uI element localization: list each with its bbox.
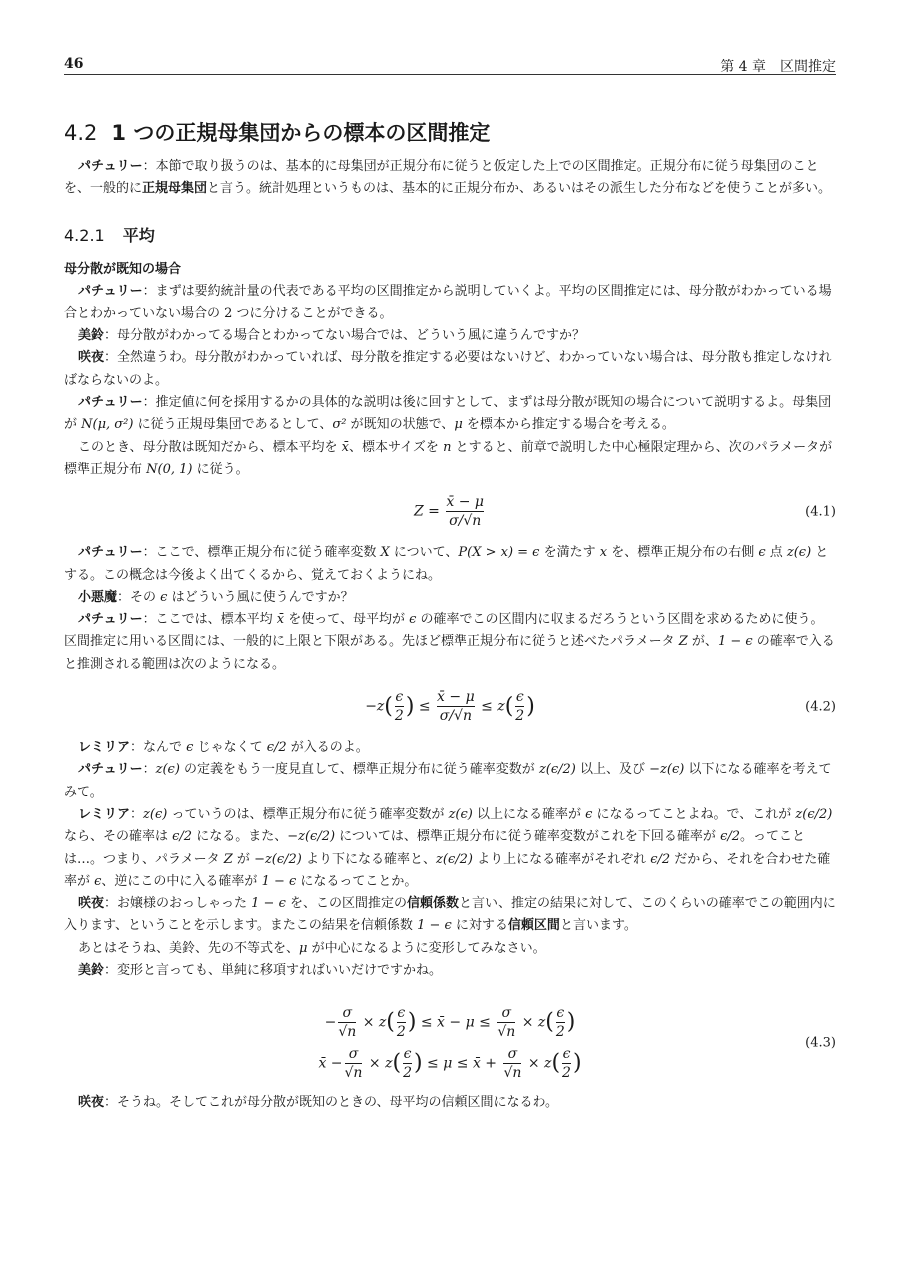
math: −z(ϵ) xyxy=(649,762,685,778)
text: ：その xyxy=(117,589,161,605)
text: に従う。 xyxy=(192,461,249,477)
text: より下になる確率と、 xyxy=(301,851,437,867)
eq-term: x̄ − xyxy=(318,1055,343,1072)
denominator: √n xyxy=(497,1024,516,1041)
speaker-name: パチュリー xyxy=(78,762,143,778)
text: はどういう風に使うんですか？ xyxy=(167,589,354,605)
eq-term: × z xyxy=(527,1055,552,1072)
numerator: x̄ − μ xyxy=(446,494,484,511)
eq-term: × z xyxy=(521,1014,546,1031)
speaker-name: 咲夜 xyxy=(78,350,105,366)
text: を使って、母平均が xyxy=(284,612,410,628)
left-paren: ( xyxy=(504,694,514,720)
subsection-title: 平均 xyxy=(122,225,155,245)
text: と言います。 xyxy=(559,918,637,934)
text: 以上、及び xyxy=(575,762,650,778)
speaker-name: パチュリー xyxy=(78,283,143,299)
fraction xyxy=(397,1004,406,1041)
denominator: σ/√n xyxy=(437,706,475,725)
math: ϵ xyxy=(186,740,194,756)
dialog-line xyxy=(64,325,836,347)
text: に対する xyxy=(451,918,508,934)
text: とする。この概念は今後よく出てくるから、覚えておくようにね。 xyxy=(64,545,829,583)
page-header xyxy=(64,56,836,75)
text: ：なんで xyxy=(130,740,187,756)
text: と言う。統計処理というものは、基本的に正規分布か、あるいはその派生した分布などを使うことが多い。 xyxy=(207,181,832,197)
left-paren: ( xyxy=(386,1009,395,1035)
term-normal-population: 正規母集団 xyxy=(142,181,208,197)
text: より上になる確率がそれぞれ xyxy=(472,851,651,867)
math: ϵ/2 xyxy=(266,740,287,756)
fraction xyxy=(556,1004,565,1041)
dialog-line xyxy=(64,893,836,938)
speaker-name: パチュリー xyxy=(78,545,143,561)
eq-term: − xyxy=(324,1014,337,1031)
text: 以下になる確率を考えてみて。 xyxy=(64,762,832,800)
text: ：ここで、標準正規分布に従う確率変数 xyxy=(142,545,381,561)
eq-lhs: Z = xyxy=(414,503,440,520)
math: z(ϵ/2) xyxy=(538,762,576,778)
eq-term: ≤ z xyxy=(481,698,505,715)
fraction xyxy=(345,1045,363,1082)
fraction xyxy=(503,1045,521,1082)
eq-term: ≤ μ ≤ x̄ + xyxy=(427,1055,498,1072)
math: 1 − ϵ xyxy=(251,896,286,912)
numerator: σ xyxy=(507,1046,518,1063)
speaker-name: レミリア xyxy=(78,740,131,756)
denominator: √n xyxy=(503,1065,522,1082)
text: 。ってことは…。つまり、パラメータ xyxy=(64,829,806,867)
math: Z xyxy=(678,634,688,650)
left-paren: ( xyxy=(551,1050,561,1076)
right-paren: ) xyxy=(407,1009,417,1035)
fraction xyxy=(338,1004,356,1041)
math: z(ϵ) xyxy=(786,545,812,561)
text: あとはそうね、美鈴、先の不等式を、 xyxy=(78,940,300,956)
math: z(ϵ) xyxy=(448,806,473,822)
math: ϵ/2 xyxy=(650,851,671,867)
section-heading xyxy=(64,118,836,148)
text: の確率で入ると推測される範囲は次のようになる。 xyxy=(64,634,835,672)
fraction xyxy=(562,1045,571,1082)
numerator: ϵ xyxy=(395,689,404,706)
dialog-line xyxy=(64,804,836,893)
text: ：母分散がわかってる場合とわかってない場合では、どういう風に違うんですか？ xyxy=(104,328,586,344)
text: じゃなくて xyxy=(193,740,267,756)
section-title: 1 つの正規母集団からの標本の区間推定 xyxy=(111,121,491,145)
equation-number: (4.3) xyxy=(805,1035,836,1051)
dialog-line xyxy=(64,737,836,759)
subsection-number: 4.2.1 xyxy=(64,225,105,245)
math: z(ϵ) xyxy=(143,806,168,822)
fraction xyxy=(403,1045,412,1082)
text: だから、それを合わせた確率が xyxy=(64,851,831,889)
dialog-line xyxy=(64,759,836,804)
equation-number: (4.1) xyxy=(805,504,836,520)
equation-row xyxy=(64,1004,836,1041)
right-paren: ) xyxy=(413,1050,423,1076)
numerator: ϵ xyxy=(556,1005,565,1022)
text: が xyxy=(232,851,255,867)
subsubsection-heading: 母分散が既知の場合 xyxy=(64,261,182,277)
equation-number: (4.2) xyxy=(805,699,836,715)
dialog-line xyxy=(64,281,836,326)
text: ： xyxy=(130,806,144,822)
text: ： xyxy=(142,762,156,778)
math: −z(ϵ/2) xyxy=(287,829,336,845)
dialog-line xyxy=(64,542,836,587)
right-paren: ) xyxy=(526,694,535,720)
numerator: ϵ xyxy=(403,1046,412,1063)
math: μ xyxy=(299,940,308,956)
math: z(ϵ/2) xyxy=(436,851,473,867)
text: の定義をもう一度見直して、標準正規分布に従う確率変数が xyxy=(179,762,539,778)
denominator: 2 xyxy=(403,1065,412,1082)
denominator: 2 xyxy=(562,1065,571,1082)
text: を満たす xyxy=(539,545,600,561)
numerator: σ xyxy=(348,1046,359,1063)
text: ：推定値に何を採用するかの具体的な説明は後に回すとして、まずは母分散が既知の場合について説明するよ。母集団が xyxy=(64,395,832,433)
text: を標本から推定する場合を考える。 xyxy=(462,417,675,433)
dialog-line xyxy=(64,609,836,676)
eq-term: × z xyxy=(368,1055,393,1072)
equation-4-1 xyxy=(64,493,836,530)
numerator: σ xyxy=(501,1005,512,1022)
math: σ² xyxy=(332,417,347,433)
denominator: √n xyxy=(338,1024,357,1041)
denominator: 2 xyxy=(555,1024,565,1041)
denominator: 2 xyxy=(394,708,404,725)
fraction xyxy=(437,688,475,725)
math: X xyxy=(380,545,390,561)
math: P(X > x) = ϵ xyxy=(458,545,540,561)
page-number: 46 xyxy=(64,56,84,72)
text: ：全然違うわ。母分散がわかっていれば、母分散を推定する必要はないけど、わかっていない場合は、母分散も推定しなければならないのよ。 xyxy=(64,350,832,388)
term-confidence-interval: 信頼区間 xyxy=(507,918,560,934)
text: ：お嬢様のおっしゃった xyxy=(104,896,252,912)
text: の確率でこの区間内に収まるだろうという区間を求めるために使う。区間推定に用いる区間には、一般的に上限と下限がある。先ほど標準正規分布に従うと述べたパラメータ xyxy=(64,612,824,650)
paragraph xyxy=(64,437,836,482)
speaker-name: 小悪魔 xyxy=(78,589,118,605)
math: ϵ xyxy=(409,612,417,628)
fraction xyxy=(446,493,484,530)
math: μ xyxy=(454,417,463,433)
math: z(ϵ/2) xyxy=(795,806,833,822)
math: Z xyxy=(223,851,233,867)
math: 1 − ϵ xyxy=(261,873,297,889)
text: について、 xyxy=(389,545,459,561)
text: ：ここでは、標本平均 xyxy=(142,612,277,628)
text: と言い、推定の結果に対して、このくらいの確率でこの範囲内に入ります、ということを示します。またこの結果を信頼係数 xyxy=(64,896,836,934)
right-paren: ) xyxy=(572,1050,582,1076)
section-number: 4.2 xyxy=(64,121,98,145)
math: z(ϵ) xyxy=(155,762,180,778)
text: が入るのよ。 xyxy=(286,740,369,756)
math: −z(ϵ/2) xyxy=(254,851,302,867)
math: x xyxy=(599,545,608,561)
math: ϵ xyxy=(585,806,593,822)
equation-4-3 xyxy=(64,1004,836,1082)
denominator: σ/√n xyxy=(446,511,484,530)
eq-term: −z xyxy=(365,698,385,715)
text: になるってことか。 xyxy=(296,873,418,889)
left-paren: ( xyxy=(392,1050,402,1076)
text: なら、その確率は xyxy=(64,829,173,845)
math: x̄ xyxy=(341,439,349,455)
denominator: 2 xyxy=(396,1024,406,1041)
math: n xyxy=(443,439,452,455)
text: を、標準正規分布の右側 xyxy=(607,545,759,561)
right-paren: ) xyxy=(566,1009,576,1035)
speaker-name: 美鈴 xyxy=(78,328,105,344)
text: 点 xyxy=(765,545,787,561)
math: ϵ/2 xyxy=(172,829,193,845)
math: N(0, 1) xyxy=(146,461,193,477)
dialog-line xyxy=(64,1092,836,1114)
eq-term: ≤ x̄ − μ ≤ xyxy=(420,1014,491,1031)
text: になるってことよね。で、これが xyxy=(592,806,796,822)
math: ϵ/2 xyxy=(720,829,740,845)
text: については、標準正規分布に従う確率変数がこれを下回る確率が xyxy=(335,829,721,845)
numerator: ϵ xyxy=(562,1046,571,1063)
subsection-heading xyxy=(64,223,836,249)
right-paren: ) xyxy=(405,694,415,720)
text: が既知の状態で、 xyxy=(346,417,455,433)
fraction xyxy=(515,688,524,725)
dialog-line xyxy=(64,392,836,437)
term-confidence-coefficient: 信頼係数 xyxy=(407,896,460,912)
le-sign: ≤ xyxy=(418,698,431,715)
denominator: √n xyxy=(344,1065,363,1082)
numerator: x̄ − μ xyxy=(437,689,475,706)
math: ϵ xyxy=(160,589,168,605)
dialog-line xyxy=(64,960,836,982)
speaker-name: パチュリー xyxy=(78,612,143,628)
intro-paragraph xyxy=(64,156,836,201)
text: とすると、前章で説明した中心極限定理から、次のパラメータが標準正規分布 xyxy=(64,439,833,477)
speaker-name: 咲夜 xyxy=(78,1095,105,1111)
text: 、標本サイズを xyxy=(348,439,444,455)
math: 1 − ϵ xyxy=(417,918,452,934)
speaker-name: パチュリー xyxy=(78,159,143,174)
left-paren: ( xyxy=(384,694,393,720)
text: ：まずは要約統計量の代表である平均の区間推定から説明していくよ。平均の区間推定には、母分散がわかっている場合とわかっていない場合の 2 つに分けることができる。 xyxy=(64,283,832,321)
math: N(μ, σ²) xyxy=(81,417,134,433)
text: に従う正規母集団であるとして、 xyxy=(133,417,333,433)
numerator: σ xyxy=(342,1005,353,1022)
text: が、 xyxy=(687,634,718,650)
text: 以上になる確率が xyxy=(472,806,586,822)
page-body xyxy=(64,118,836,1115)
text: このとき、母分散は既知だから、標本平均を xyxy=(78,439,342,455)
math: ϵ xyxy=(94,873,102,889)
math: x̄ xyxy=(276,612,285,628)
fraction xyxy=(395,688,404,725)
math: ϵ xyxy=(758,545,766,561)
numerator: ϵ xyxy=(515,689,524,706)
eq-term: × z xyxy=(362,1014,387,1031)
text: ：そうね。そしてこれが母分散が既知のときの、母平均の信頼区間になるわ。 xyxy=(104,1095,558,1111)
fraction xyxy=(497,1004,515,1041)
math: 1 − ϵ xyxy=(717,634,753,650)
text: 、逆にこの中に入る確率が xyxy=(101,873,262,889)
left-paren: ( xyxy=(545,1009,554,1035)
text: っていうのは、標準正規分布に従う確率変数が xyxy=(167,806,449,822)
text: ：変形と言っても、単純に移項すればいいだけですかね。 xyxy=(104,963,443,979)
text: ：本節で取り扱うのは、基本的に母集団が正規分布に従うと仮定した上での区間推定。正規分布に従う母集団のことを、一般的に xyxy=(64,159,819,197)
speaker-name: 咲夜 xyxy=(78,896,105,912)
speaker-name: 美鈴 xyxy=(78,963,105,979)
denominator: 2 xyxy=(515,708,525,725)
numerator: ϵ xyxy=(397,1005,406,1022)
dialog-line xyxy=(64,587,836,609)
text: を、この区間推定の xyxy=(285,896,408,912)
speaker-name: パチュリー xyxy=(78,395,143,411)
text: が中心になるように変形してみなさい。 xyxy=(307,940,546,956)
text: になる。また、 xyxy=(192,829,288,845)
dialog-line xyxy=(64,347,836,392)
chapter-title: 第 4 章 区間推定 xyxy=(720,59,836,75)
paragraph xyxy=(64,938,836,960)
speaker-name: レミリア xyxy=(78,806,131,822)
equation-4-2 xyxy=(64,688,836,725)
equation-row xyxy=(64,1045,836,1082)
